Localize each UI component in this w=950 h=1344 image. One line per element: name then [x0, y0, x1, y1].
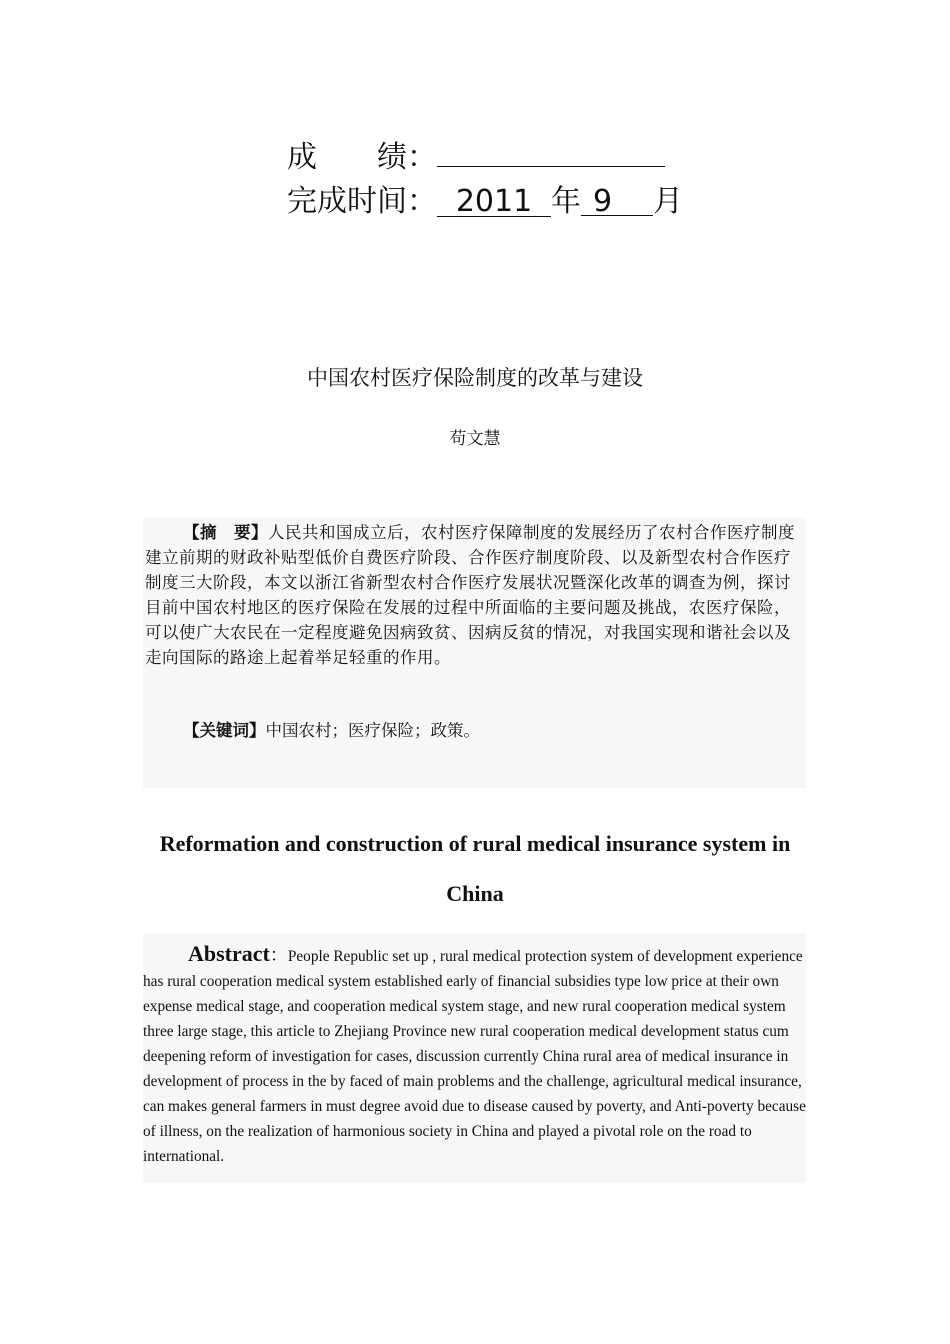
keywords-label-cn: 【关键词】 [183, 721, 266, 740]
chinese-abstract-box [143, 518, 806, 788]
english-abstract-box [143, 933, 806, 1183]
date-label: 完成时间： [287, 184, 437, 219]
english-title-text: Reformation and construction of rural medical insurance system in China [159, 831, 791, 906]
abstract-label-cn: 【摘 要】 [183, 523, 268, 542]
author-name: 苟文慧 [449, 429, 501, 449]
month-value: 9 [581, 182, 653, 216]
month-unit: 月 [653, 184, 683, 219]
score-label: 成 绩： [287, 140, 437, 175]
chinese-abstract [145, 520, 805, 670]
keywords-text-cn: 中国农村；医疗保险；政策。 [265, 721, 480, 740]
keywords-cn [183, 718, 480, 743]
year-value: 2011 [437, 182, 551, 217]
english-title [0, 819, 950, 919]
completion-date-field [287, 182, 683, 222]
abstract-label-en: Abstract [188, 941, 270, 966]
chinese-title: 中国农村医疗保险制度的改革与建设 [307, 366, 643, 390]
english-abstract [143, 941, 806, 1169]
abstract-sep-en: ： [269, 945, 288, 965]
score-field [287, 132, 665, 178]
score-blank [437, 132, 665, 167]
abstract-text-cn: 人民共和国成立后，农村医疗保障制度的发展经历了农村合作医疗制度建立前期的财政补贴型低价自费医疗阶段、合作医疗制度阶段、以及新型农村合作医疗制度三大阶段，本文以浙江省新型农村合作医疗发展状况暨深化改革的调查为例，探讨目前中国农村地区的医疗保险在发展的过程中所面临的主要问题及挑战，农医疗保险，可以使广大农民在一定程度避免因病致贫、因病反贫的情况，对我国实现和谐社会以及走向国际的路途上起着举足轻重的作用。 [145, 523, 795, 667]
abstract-text-en: People Republic set up , rural medical protection system of development experience has rural cooperation medical system established early of financial subsidies type low price at their own expense medical stage, and cooperation medical system stage, and new rural cooperation medical system three large stage, this article to Zhejiang Province new rural cooperation medical development status cum deepening reform of investigation for cases, discussion currently China rural area of medical insurance in development of process in the by faced of main problems and the challenge, agricultural medical insurance, can makes general farmers in must degree avoid due to disease caused by poverty, and Anti-poverty because of illness, on the realization of harmonious society in China and played a pivotal role on the road to international. [143, 948, 806, 1165]
year-unit: 年 [551, 184, 581, 219]
